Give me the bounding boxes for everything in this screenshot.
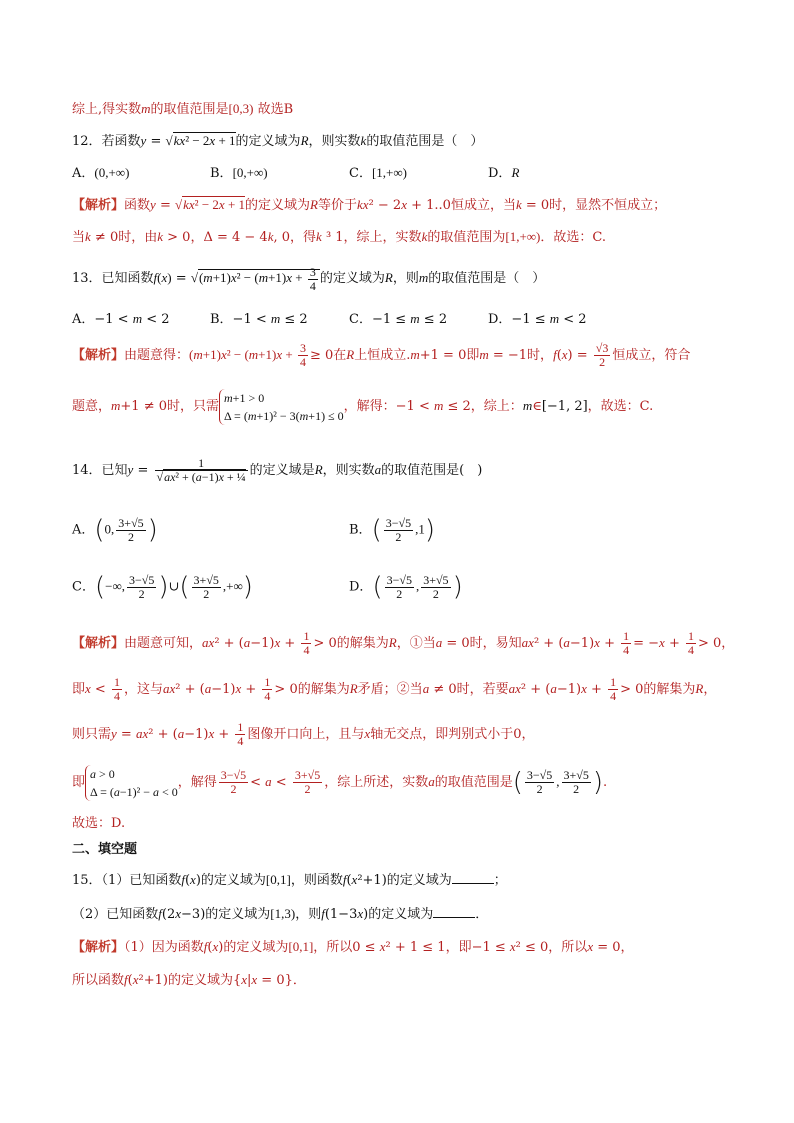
q15-part2: （2）已知函数f(2x−3)的定义域为[1,3)，则f(1−3x)的定义域为 ．	[72, 906, 489, 922]
q13-option-c: C．−1 ≤ m ≤ 2	[349, 311, 448, 327]
section-title: 二、填空题	[72, 842, 138, 857]
q12-option-c: C．[1,+∞)	[349, 165, 407, 181]
q13-option-a: A．−1 < m < 2	[72, 311, 170, 327]
q12-option-b: B．[0,+∞)	[210, 165, 268, 181]
q14-analysis-2: 即x < $\frac{1}{4}$ ，这与ax² + (a−1)x + $\frac{1}{4}$ > 0的解集为R矛盾；②当a ≠ 0时，若要ax² + (a−1)x + $\frac{1}{4}$ > 0的解集为R，	[72, 675, 717, 703]
q14-analysis-4: 即a > 0 Δ = (a−1)² − a < 0，解得 $\frac{3-√5}{2}$ < a < $\frac{3+√5}{2}$ ，综上所述，实数a的取值范围是( $\frac{3-√5}{2}$ , $\frac{3+√5}{2}$ ).	[72, 766, 608, 799]
q15-blank-1[interactable]	[452, 871, 494, 884]
q14-option-c: C．(−∞, $\frac{3-√5}{2}$ )∪( $\frac{3+√5}{2}$ ,+∞)	[72, 572, 253, 602]
q13-analysis-1: 【解析】由题意得：(m+1)x² − (m+1)x + $\frac{3}{4}$ ≥ 0在R上恒成立.m+1 = 0即m = −1时，f(x) = $\frac{√3}{2}$ 恒成立，符合	[72, 341, 691, 369]
q13-option-d: D．−1 ≤ m < 2	[488, 311, 587, 327]
prev-conclusion: 综上,得实数m的取值范围是[0,3) 故选B	[72, 101, 294, 117]
q12-option-d: D．R	[488, 165, 520, 181]
q15-analysis-1: 【解析】（1）因为函数f(x)的定义域为[0,1]，所以0 ≤ x² + 1 ≤ 1，即−1 ≤ x² ≤ 0，所以x = 0，	[72, 939, 634, 955]
q12-stem: 12．若函数y = √kx² − 2x + 1的定义域为R，则实数k的取值范围是（ ）	[72, 133, 484, 149]
q14-option-d: D．( $\frac{3-√5}{2}$ , $\frac{3+√5}{2}$ )	[349, 572, 463, 602]
q14-option-b: B．( $\frac{3-√5}{2}$ ,1)	[349, 515, 435, 545]
q13-option-b: B．−1 < m ≤ 2	[210, 311, 308, 327]
q14-analysis-3: 则只需y = ax² + (a−1)x + $\frac{1}{4}$ 图像开口向上，且与x轴无交点，即判别式小于0，	[72, 720, 535, 748]
q14-stem: 14．已知y = $\frac{1}{\text{√ax² + (a−1)x + ¼}}$ 的定义域是R，则实数a的取值范围是( )	[72, 456, 483, 484]
q15-analysis-2: 所以函数f(x²+1)的定义域为{x|x = 0}．	[72, 972, 306, 988]
q12-analysis-2: 当k ≠ 0时，由k > 0，Δ = 4 − 4k, 0，得k ³ 1，综上，实数k的取值范围为[1,+∞)．故选：C.	[72, 229, 606, 245]
q14-analysis-5: 故选：D.	[72, 816, 126, 831]
q13-analysis-2: 题意，m+1 ≠ 0时，只需m+1 > 0 Δ = (m+1)² − 3(m+1) ≤ 0，解得：−1 < m ≤ 2，综上：m∈[−1, 2]，故选：C.	[72, 390, 654, 423]
q13-stem: 13．已知函数f(x) = √(m+1)x² − (m+1)x + $\frac{3}{4}$ 的定义域为R，则m的取值范围是（ ）	[72, 264, 546, 293]
q12-analysis-1: 【解析】函数y = √kx² − 2x + 1的定义域为R等价于kx² − 2x + 1..0恒成立，当k = 0时，显然不恒成立；	[72, 197, 667, 213]
q14-option-a: A．(0, $\frac{3+√5}{2}$ )	[72, 515, 158, 545]
q15-part1: 15．（1）已知函数f(x)的定义域为[0,1]，则函数f(x²+1)的定义域为 ；	[72, 872, 507, 888]
q14-analysis-1: 【解析】由题意可知，ax² + (a−1)x + $\frac{1}{4}$ > 0的解集为R，①当a = 0时，易知ax² + (a−1)x + $\frac{1}{4}$ = −x + $\frac{1}{4}$ > 0，	[72, 629, 735, 657]
q12-option-a: A．(0,+∞)	[72, 165, 130, 181]
q15-blank-2[interactable]	[433, 905, 475, 918]
